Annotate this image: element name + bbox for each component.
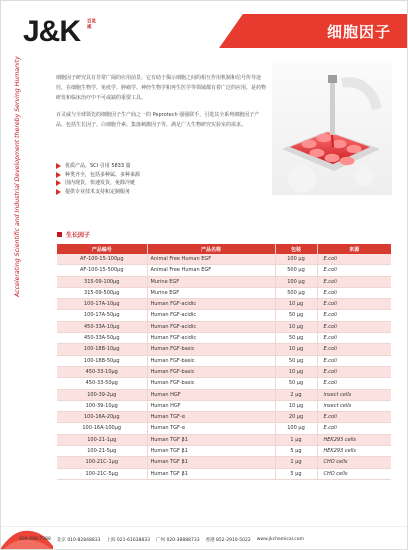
catalog-number: 100-21C-1μg	[57, 457, 147, 468]
package-size: 10 μg	[275, 321, 317, 332]
table-header-cell: 产品编号	[57, 244, 147, 254]
package-size: 10 μg	[275, 400, 317, 411]
table-header	[57, 244, 391, 254]
vertical-slogan: Accelerating Scientific and Industrial Development thereby Serving Humanity	[14, 56, 21, 297]
product-name: Murine EGF	[147, 287, 275, 298]
beijing-phone: 北京 010-82848833	[56, 538, 101, 543]
website-link[interactable]: www.jkchemical.com	[256, 537, 304, 542]
source: E.coli	[317, 355, 391, 366]
table-row	[57, 344, 391, 355]
catalog-number: 100-17A-10μg	[57, 299, 147, 310]
table-row	[57, 366, 391, 377]
product-name: Human FGF-acidic	[147, 299, 275, 310]
package-size: 50 μg	[275, 310, 317, 321]
banner-stripe	[159, 14, 243, 48]
catalog-number: 315-09-100μg	[57, 276, 147, 287]
catalog-number: AF-100-15-100μg	[57, 254, 147, 265]
feature-item	[56, 188, 271, 197]
table-row	[57, 468, 391, 479]
package-size: 50 μg	[275, 333, 317, 344]
source: E.coli	[317, 321, 391, 332]
arrow-icon	[56, 172, 61, 178]
source: E.coli	[317, 299, 391, 310]
hotline-number: 400-666-7788	[19, 537, 51, 542]
product-name: Human FGF-basic	[147, 355, 275, 366]
product-name: Human FGF-acidic	[147, 333, 275, 344]
intro-text	[56, 73, 269, 137]
source: E.coli	[317, 265, 391, 276]
product-name: Human TGF-α	[147, 412, 275, 423]
package-size: 500 μg	[275, 287, 317, 298]
guangzhou-phone: 广州 020-38888733	[156, 538, 200, 543]
package-size: 2 μg	[275, 389, 317, 400]
arrow-icon	[56, 163, 61, 169]
package-size: 50 μg	[275, 355, 317, 366]
catalog-number: 100-18B-10μg	[57, 344, 147, 355]
catalog-number: 100-39-2μg	[57, 389, 147, 400]
feature-label: 优质产品，SCI 引用 5833 篇	[65, 163, 131, 169]
product-name: Human FGF-basic	[147, 378, 275, 389]
package-size: 1 μg	[275, 457, 317, 468]
brand-logo: J&K	[23, 15, 81, 48]
product-name: Animal Free Human EGF	[147, 254, 275, 265]
package-size: 100 μg	[275, 423, 317, 434]
source: E.coli	[317, 344, 391, 355]
source: CHO cells	[317, 468, 391, 479]
package-size: 20 μg	[275, 412, 317, 423]
table-header-row	[57, 244, 391, 254]
product-name: Human FGF-acidic	[147, 321, 275, 332]
table-row	[57, 434, 391, 445]
package-size: 10 μg	[275, 299, 317, 310]
table-row	[57, 276, 391, 287]
feature-label: 种类齐全，包括多种属、多种来源	[65, 171, 141, 178]
product-name: Human TGF β1	[147, 434, 275, 445]
package-size: 5 μg	[275, 468, 317, 479]
product-name: Human HGF	[147, 389, 275, 400]
feature-label: 提供专业技术支持和定制服务	[65, 188, 131, 195]
intro-paragraph-2: 百灵威与全球领先的细胞因子生产商之一的 Peprotech 强强联手，引进其全系列细胞因子产品，包括生长因子、白细胞介素、集落刺激因子等，满足广大生物研究实验室的需求。	[56, 112, 260, 128]
package-size: 500 μg	[275, 265, 317, 276]
catalog-number: 100-18B-50μg	[57, 355, 147, 366]
table-header-cell: 来源	[317, 244, 391, 254]
catalog-number: 100-17A-50μg	[57, 310, 147, 321]
table-row	[57, 400, 391, 411]
arrow-icon	[56, 189, 61, 195]
catalog-number: 100-16A-20μg	[57, 412, 147, 423]
page-header	[1, 1, 408, 51]
catalog-number: 450-33A-50μg	[57, 333, 147, 344]
arrow-icon	[56, 180, 61, 186]
catalog-number: 315-09-500μg	[57, 287, 147, 298]
section-heading	[57, 230, 90, 239]
table-row	[57, 378, 391, 389]
table-row	[57, 321, 391, 332]
catalog-number: 100-16A-100μg	[57, 423, 147, 434]
source: E.coli	[317, 276, 391, 287]
table-row	[57, 299, 391, 310]
square-icon	[57, 232, 62, 237]
source: HEK293 cells	[317, 434, 391, 445]
product-table	[57, 244, 391, 480]
feature-item	[56, 162, 271, 171]
catalog-number: 100-21-5μg	[57, 446, 147, 457]
table-row	[57, 265, 391, 276]
source: E.coli	[317, 287, 391, 298]
product-name: Animal Free Human EGF	[147, 265, 275, 276]
table-row	[57, 254, 391, 265]
catalog-number: 100-39-10μg	[57, 400, 147, 411]
hongkong-phone: 香港 852-2910-5022	[205, 538, 251, 543]
shanghai-phone: 上海 021-61638833	[106, 538, 151, 543]
catalog-number: 100-21-1μg	[57, 434, 147, 445]
brand-subtitle: 百灵威	[87, 19, 97, 30]
table-row	[57, 389, 391, 400]
feature-list	[56, 162, 271, 196]
source: E.coli	[317, 378, 391, 389]
table-row	[57, 355, 391, 366]
page-footer	[1, 526, 408, 550]
feature-item	[56, 179, 271, 188]
catalog-number: 100-21C-5μg	[57, 468, 147, 479]
source: insect cells	[317, 389, 391, 400]
product-name: Murine EGF	[147, 276, 275, 287]
source: HEK293 cells	[317, 446, 391, 457]
table-row	[57, 457, 391, 468]
source: E.coli	[317, 254, 391, 265]
intro-paragraph-1: 细胞因子研究具有非常广阔的应用前景，它有助于揭示细胞之间的相互作用机制和信号传导途径，在细胞生物学、免疫学、肿瘤学、神经生物学和再生医学等领域都有着广泛的应用，是药物研发和临床治疗中不可或缺的重要工具。	[56, 75, 267, 101]
table-row	[57, 310, 391, 321]
product-name: Human TGF β1	[147, 468, 275, 479]
product-name: Human FGF-basic	[147, 344, 275, 355]
petri-dish-illustration	[272, 61, 392, 195]
package-size: 1 μg	[275, 434, 317, 445]
catalog-number: AF-100-15-500μg	[57, 265, 147, 276]
footer-contact-row	[19, 537, 304, 543]
source: E.coli	[317, 333, 391, 344]
title-banner	[201, 14, 408, 48]
section-title-text: 生长因子	[66, 232, 91, 239]
source: CHO cells	[317, 457, 391, 468]
product-name: Human TGF β1	[147, 446, 275, 457]
source: E.coli	[317, 366, 391, 377]
package-size: 5 μg	[275, 446, 317, 457]
product-name: Human FGF-acidic	[147, 310, 275, 321]
page-title: 细胞因子	[326, 23, 391, 41]
product-name: Human TGF-α	[147, 423, 275, 434]
feature-label: 国内现货，快速发货，免除冷链	[65, 180, 136, 186]
feature-item	[56, 171, 271, 180]
package-size: 10 μg	[275, 366, 317, 377]
table-row	[57, 333, 391, 344]
product-name: Human HGF	[147, 400, 275, 411]
table-row	[57, 287, 391, 298]
catalog-number: 450-33-10μg	[57, 366, 147, 377]
table-header-cell: 包装	[275, 244, 317, 254]
package-size: 10 μg	[275, 344, 317, 355]
footer-divider	[1, 526, 408, 527]
source: E.coli	[317, 423, 391, 434]
catalog-number: 450-33A-10μg	[57, 321, 147, 332]
package-size: 100 μg	[275, 254, 317, 265]
package-size: 50 μg	[275, 378, 317, 389]
table-header-cell: 产品名称	[147, 244, 275, 254]
product-name: Human FGF-basic	[147, 366, 275, 377]
catalog-number: 450-33-50μg	[57, 378, 147, 389]
table-row	[57, 446, 391, 457]
source: E.coli	[317, 310, 391, 321]
table-row	[57, 423, 391, 434]
table-row	[57, 412, 391, 423]
product-name: Human TGF β1	[147, 457, 275, 468]
package-size: 100 μg	[275, 276, 317, 287]
source: E.coli	[317, 412, 391, 423]
table-body	[57, 254, 391, 479]
petri-dish-photo	[272, 61, 392, 195]
source: insect cells	[317, 400, 391, 411]
